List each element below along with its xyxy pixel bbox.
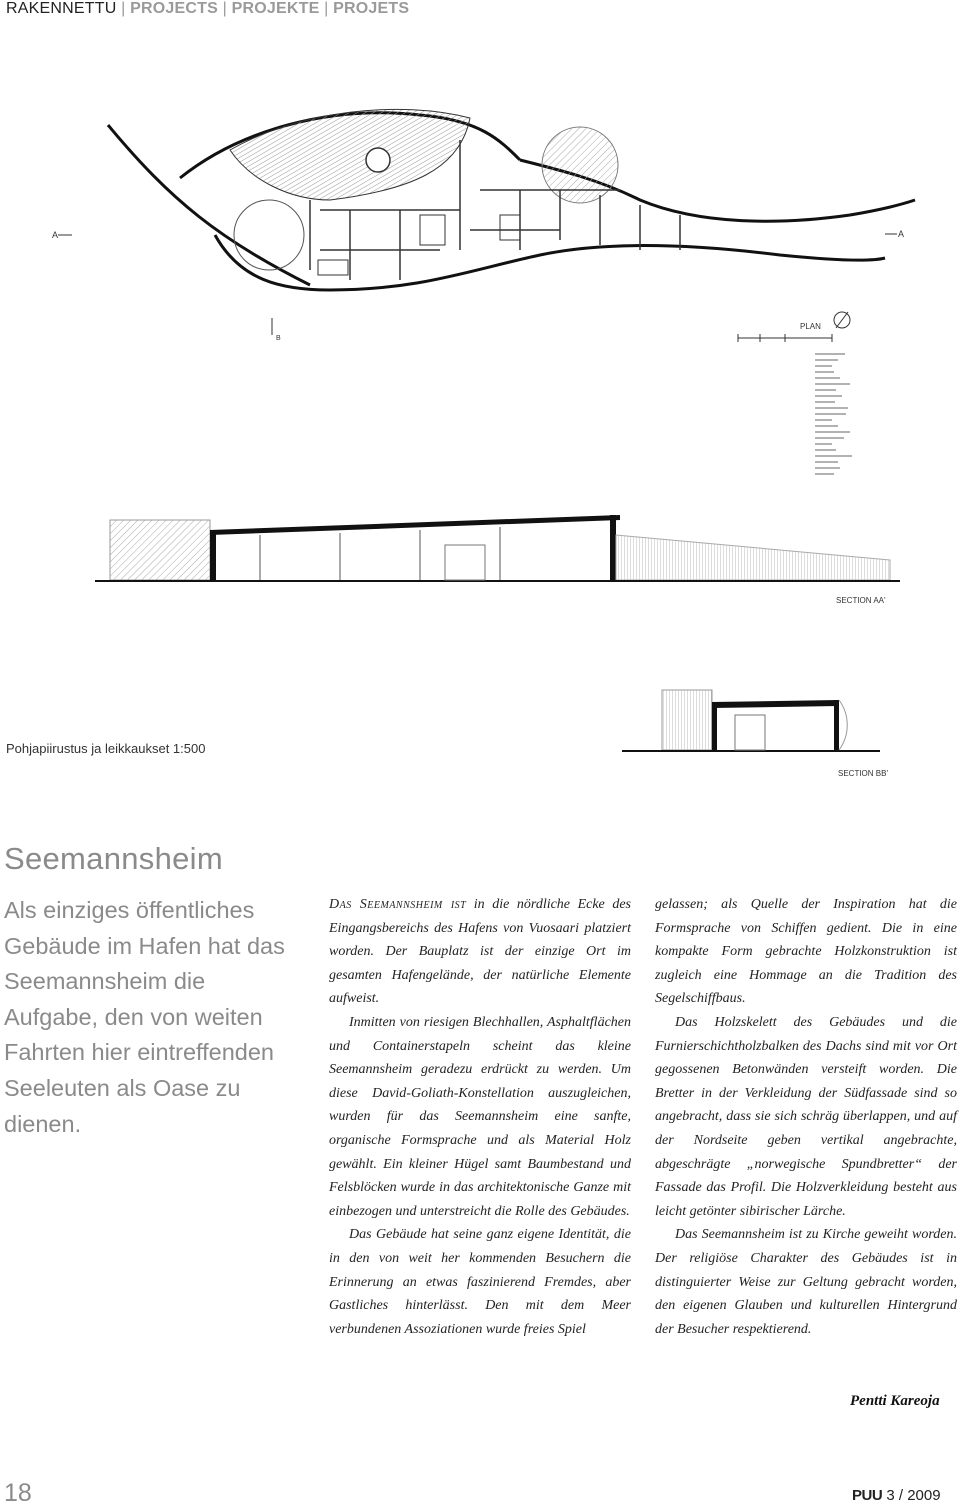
article-title: Seemannsheim [4, 840, 223, 876]
section-marker-a: A [52, 230, 59, 240]
header-separator: | [121, 0, 126, 17]
section-bb [622, 690, 888, 778]
header-separator: | [222, 0, 227, 17]
issue-number: 3 / 2009 [886, 1487, 941, 1504]
architectural-drawings [0, 60, 960, 790]
plan-legend [738, 312, 852, 474]
section-marker-b: B [276, 335, 281, 342]
author-name: Pentti Kareoja [850, 1393, 940, 1409]
section-aa-label: SECTION AA' [836, 596, 886, 605]
body-column-2 [655, 893, 957, 1341]
header-item-projets: PROJETS [333, 0, 410, 17]
plan-label: PLAN [800, 322, 821, 331]
body-paragraph: Das Holzskelett des Gebäudes und die Furnierschichtholzbalken des Dachs sind mit vor Ort gegossenen Betonwänden versteift worden. Die Bretter in der Verkleidung der Südfassade sind so angebracht, dass sie sich schräg überlappen, und auf der Nordseite geben vertikal angebrachte, abgeschrägte „norwegische Spundbretter“ der Fassade das Profil. Die Holzverkleidung besteht aus leicht getönter sibirischer Lärche. [655, 1014, 957, 1219]
paragraph-text: in die nördliche Ecke des Eingangsbereichs des Hafens von Vuosaari platziert worden. Der Bauplatz ist der einzige Ort im gesamten Hafengelände, der natürliche Elemente aufweist. [329, 897, 631, 1007]
section-aa [95, 515, 900, 605]
floor-plan [52, 109, 915, 342]
body-paragraph: Inmitten von riesigen Blechhallen, Asphaltflächen und Containerstapeln scheint das kleine Seemannsheim geradezu erdrückt zu werden. Um diese David-Goliath-Konstellation auszugleichen, wurden für das Seemannsheim eine sanfte, organische Formsprache und als Material Holz gewählt. Ein kleiner Hügel samt Baumbestand und Felsblöcken wurde in das architektonische Ganze mit einbezogen und unterstreicht die Rolle des Gebäudes. [329, 1014, 631, 1219]
header-section-name: RAKENNETTU [6, 0, 117, 17]
figure-caption: Pohjapiirustus ja leikkaukset 1:500 [6, 741, 206, 756]
page-number: 18 [4, 1479, 32, 1507]
body-paragraph: Das Gebäude hat seine ganz eigene Identität, die in den von weit her kommenden Besuchern die Erinnerung an etwas faszinierend Fremdes, aber Gastliches hinterlässt. Den mit dem Meer verbundenen Assoziationen wurde freies Spiel [329, 1227, 631, 1337]
opening-smallcaps: Das Seemannsheim ist [329, 897, 467, 912]
body-paragraph: gelassen; als Quelle der Inspiration hat die Formsprache von Schiffen gedient. Die in eine kompakte Form gebrachte Holzkonstruktion ist zugleich eine Hommage an die Tradition des Segelschiffbaus. [655, 897, 957, 1007]
magazine-logo: PUU [852, 1487, 883, 1504]
body-column-1 [329, 893, 631, 1341]
footer-issue [852, 1487, 941, 1504]
header-item-projekte: PROJEKTE [231, 0, 320, 17]
body-paragraph: Das Seemannsheim ist zu Kirche geweiht worden. Der religiöse Charakter des Gebäudes ist in distinguierter Weise zur Geltung gebracht worden, den eigenen Glauben und kulturellen Hintergrund der Besucher respektierend. [655, 1227, 957, 1337]
lead-paragraph: Als einziges öffentliches Gebäude im Hafen hat das Seemannsheim die Aufgabe, den von weiten Fahrten hier eintreffenden Seeleuten als Oase zu dienen. [4, 897, 285, 1137]
section-bb-label: SECTION BB' [838, 769, 888, 778]
running-header [6, 0, 409, 18]
header-item-projects: PROJECTS [130, 0, 218, 17]
header-separator: | [324, 0, 329, 17]
body-paragraph [329, 893, 631, 1011]
section-marker-a-end: A [898, 229, 905, 239]
